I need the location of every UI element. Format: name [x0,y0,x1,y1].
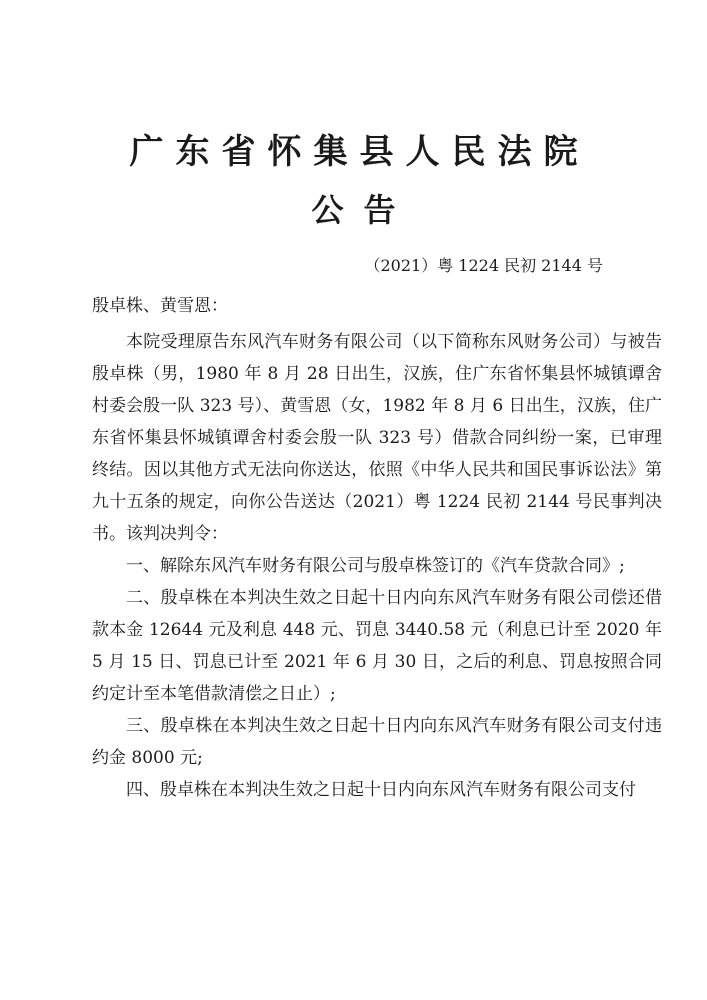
notice-body [92,326,662,806]
judgment-item-3: 三、殷卓株在本判决生效之日起十日内向东风汽车财务有限公司支付违约金 8000 元; [92,716,662,768]
addressee: 殷卓株、黄雪恩： [92,296,228,316]
judgment-item-4: 四、殷卓株在本判决生效之日起十日内向东风汽车财务有限公司支付 [126,780,636,800]
notice-title: 公告 [311,191,416,229]
case-number: （2021）粤 1224 民初 2144 号 [364,256,603,275]
court-name-heading: 广东省怀集县人民法院 [129,132,590,172]
judgment-item-1: 一、解除东风汽车财务有限公司与殷卓株签订的《汽车贷款合同》; [126,556,625,576]
intro-paragraph: 本院受理原告东风汽车财务有限公司（以下简称东风财务公司）与被告殷卓株（男，1980 年 8 月 28 日出生，汉族，住广东省怀集县怀城镇谭舍村委会殷一队 323 号）、黄雪恩（女，1982 年 8 月 6 日出生，汉族，住广东省怀集县怀城镇谭舍村委会殷一队 323 号）借款合同纠纷一案，已审理终结。因以其他方式无法向你送达，依照《中华人民共和国民事诉讼法》第九十五条的规定，向你公告送达（2021）粤 1224 民初 2144 号民事判决书。该判决判令： [92,332,662,544]
judgment-item-2: 二、殷卓株在本判决生效之日起十日内向东风汽车财务有限公司偿还借款本金 12644 元及利息 448 元、罚息 3440.58 元（利息已计至 2020 年 5 月 15 日、罚息已计至 2021 年 6 月 30 日，之后的利息、罚息按照合同约定计至本笔借款清偿之日止）; [92,588,662,704]
